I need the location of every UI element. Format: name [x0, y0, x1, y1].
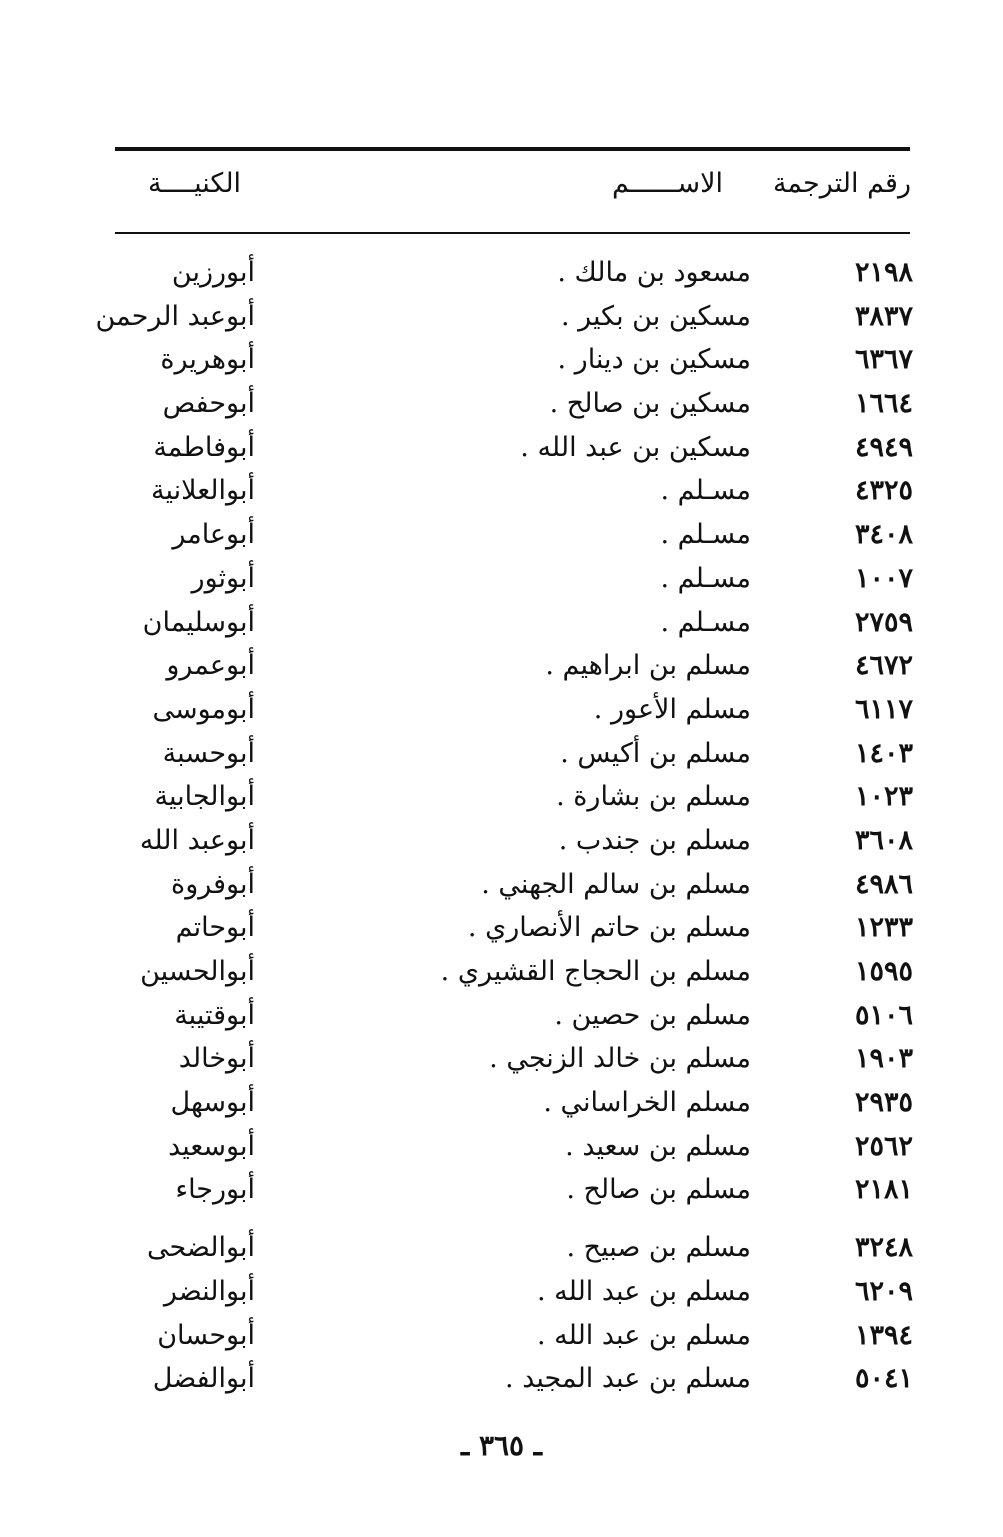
- entry-name: مسكين بن صالح .: [549, 388, 751, 420]
- entry-kunya: أبوسليمان: [142, 606, 255, 638]
- entry-number: ٣٦٠٨: [854, 824, 913, 856]
- table-row: [0, 296, 1003, 340]
- entry-name: مسـلم .: [660, 606, 751, 638]
- entry-name: مسلم الأعور .: [593, 693, 751, 725]
- entry-kunya: أبوفاطمة: [153, 431, 255, 463]
- entry-kunya: أبوسهل: [170, 1087, 255, 1119]
- page-number: ـ ٣٦٥ ـ: [460, 1429, 543, 1462]
- entry-kunya: أبوحاتم: [175, 912, 255, 944]
- entry-number: ١٦٦٤: [854, 388, 913, 420]
- table-row: [0, 1227, 1003, 1271]
- entry-name: مسلم بن سالم الجهني .: [481, 868, 751, 900]
- table-row: [0, 1169, 1003, 1213]
- entry-number: ٤٦٧٢: [854, 650, 913, 682]
- entry-number: ١٣٩٤: [854, 1319, 913, 1351]
- table-row: [0, 1082, 1003, 1126]
- table-row: [0, 1126, 1003, 1170]
- top-rule: [115, 147, 910, 151]
- header-rule: [115, 232, 910, 234]
- entry-number: ١٥٩٥: [854, 956, 913, 987]
- entry-number: ١٩٠٣: [854, 1043, 913, 1075]
- table-row: [0, 689, 1003, 733]
- table-row: [0, 558, 1003, 602]
- entry-name: مسلم بن جندب .: [558, 824, 751, 856]
- entry-name: مسلم بن حاتم الأنصاري .: [467, 912, 751, 944]
- entry-name: مسلم بن أكيس .: [560, 737, 751, 769]
- table-row: [0, 864, 1003, 908]
- entry-kunya: أبوالعلانية: [151, 475, 255, 507]
- entry-name: مسـلم .: [660, 562, 751, 594]
- header-kunya-label: الكنيــــة: [148, 168, 242, 199]
- table-row: [0, 776, 1003, 820]
- entry-kunya: أبوسعيد: [168, 1130, 255, 1162]
- entry-number: ٢١٩٨: [854, 257, 913, 288]
- table-row: [0, 339, 1003, 383]
- table-row: [0, 383, 1003, 427]
- entry-number: ٣٤٠٨: [854, 519, 913, 551]
- entry-name: مسلم بن سعيد .: [565, 1130, 751, 1162]
- entry-kunya: أبوعبد الرحمن: [95, 300, 255, 332]
- entry-name: مسلم بن عبد الله .: [536, 1319, 751, 1351]
- entry-number: ٦٢٠٩: [854, 1275, 913, 1307]
- table-row: [0, 1358, 1003, 1402]
- entry-name: مسلم بن صبيح .: [566, 1232, 751, 1264]
- entry-number: ٥١٠٦: [854, 999, 913, 1031]
- header-number-label: رقم الترجمة: [772, 168, 911, 199]
- entry-number: ١٠٢٣: [854, 781, 913, 813]
- entry-kunya: أبوخالد: [178, 1043, 255, 1075]
- entry-number: ٣٢٤٨: [854, 1232, 913, 1264]
- entry-kunya: أبوموسى: [152, 693, 255, 725]
- entry-name: مسلم بن بشارة .: [556, 781, 751, 813]
- entry-kunya: أبوالحسين: [140, 956, 255, 987]
- entry-number: ٤٩٨٦: [854, 868, 913, 900]
- table-row: [0, 907, 1003, 951]
- table-row: [0, 733, 1003, 777]
- entry-kunya: أبوالفضل: [152, 1363, 255, 1395]
- entry-number: ١٠٠٧: [854, 562, 913, 594]
- entry-name: مسلم بن حصين .: [554, 999, 751, 1031]
- entry-kunya: أبوعبد الله: [139, 824, 255, 856]
- entry-kunya: أبوقتيبة: [174, 999, 255, 1031]
- entry-number: ٦١١٧: [854, 693, 913, 725]
- entry-kunya: أبوعامر: [172, 519, 255, 551]
- entry-kunya: أبوحفص: [162, 388, 255, 420]
- entry-name: مسلم بن عبد الله .: [536, 1275, 751, 1307]
- entry-name: مسكين بن دينار .: [557, 344, 751, 376]
- entry-name: مسكين بن بكير .: [560, 300, 751, 332]
- entry-number: ٢٥٦٢: [854, 1130, 913, 1162]
- table-row: [0, 514, 1003, 558]
- table-row: [0, 470, 1003, 514]
- table-row: [0, 1038, 1003, 1082]
- entry-number: ٦٣٦٧: [854, 344, 913, 376]
- table-row: [0, 252, 1003, 296]
- entry-name: مسعود بن مالك .: [557, 257, 751, 288]
- table-row: [0, 645, 1003, 689]
- entry-kunya: أبورزين: [171, 257, 255, 288]
- entry-name: مسلم بن عبد المجيد .: [505, 1363, 751, 1395]
- entry-name: مسلم بن الحجاج القشيري .: [440, 956, 751, 987]
- entry-number: ٤٩٤٩: [854, 431, 913, 463]
- entry-name: مسـلم .: [660, 475, 751, 507]
- entry-kunya: أبوثور: [191, 562, 255, 594]
- entry-number: ٥٠٤١: [854, 1363, 913, 1395]
- entry-name: مسكين بن عبد الله .: [520, 431, 751, 463]
- entry-kunya: أبوحسبة: [162, 737, 255, 769]
- entry-kunya: أبوعمرو: [166, 650, 255, 682]
- entry-kunya: أبوالنضر: [163, 1275, 255, 1307]
- table-row: [0, 1271, 1003, 1315]
- table-row: [0, 602, 1003, 646]
- entry-kunya: أبوالضحى: [146, 1232, 255, 1264]
- entry-kunya: أبوالجابية: [154, 781, 255, 813]
- entry-kunya: أبوحسان: [157, 1319, 255, 1351]
- entry-number: ٤٣٢٥: [854, 475, 913, 507]
- header-name-label: الاســــــم: [612, 168, 723, 199]
- entry-name: مسلم بن ابراهيم .: [545, 650, 751, 682]
- entry-number: ٣٨٣٧: [854, 300, 913, 332]
- entry-kunya: أبوفروة: [171, 868, 255, 900]
- entry-number: ٢٩٣٥: [854, 1087, 913, 1119]
- entry-kunya: أبورجاء: [175, 1174, 255, 1206]
- entry-number: ٢٧٥٩: [854, 606, 913, 638]
- table-row: [0, 820, 1003, 864]
- entry-name: مسلم بن خالد الزنجي .: [489, 1043, 751, 1075]
- entry-name: مسـلم .: [660, 519, 751, 551]
- entry-kunya: أبوهريرة: [160, 344, 255, 376]
- entry-number: ١٤٠٣: [854, 737, 913, 769]
- table-row: [0, 951, 1003, 995]
- entry-number: ٢١٨١: [854, 1174, 913, 1206]
- table-row: [0, 427, 1003, 471]
- entries-table: [0, 252, 1003, 1402]
- table-row: [0, 1315, 1003, 1359]
- entry-number: ١٢٣٣: [854, 912, 913, 944]
- entry-name: مسلم الخراساني .: [543, 1087, 751, 1119]
- table-row: [0, 995, 1003, 1039]
- entry-name: مسلم بن صالح .: [566, 1174, 751, 1206]
